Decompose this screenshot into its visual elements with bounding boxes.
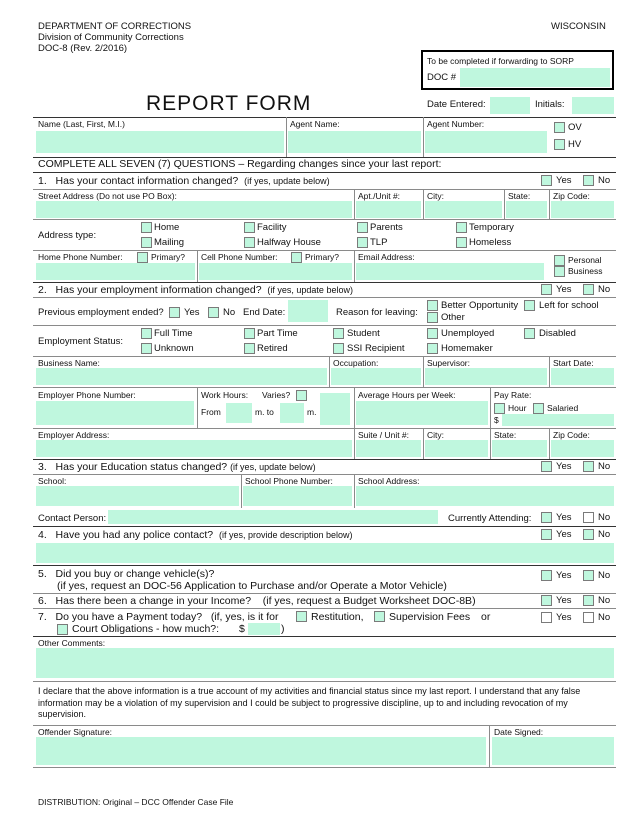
employer-zip-label: Zip Code: — [553, 430, 590, 440]
restitution-checkbox[interactable] — [296, 611, 307, 622]
end-date-field[interactable] — [288, 300, 328, 322]
doc-number-field[interactable] — [460, 68, 610, 87]
unemployed-checkbox[interactable] — [427, 328, 438, 339]
date-entered-label: Date Entered: — [427, 99, 486, 110]
other-reason-label: Other — [441, 312, 465, 323]
name-label: Name (Last, First, M.I.) — [38, 119, 125, 129]
court-obligations-checkbox[interactable] — [57, 624, 68, 635]
distribution-note: DISTRIBUTION: Original – DCC Offender Case File — [38, 797, 234, 807]
initials-label: Initials: — [535, 99, 565, 110]
employment-status-label: Employment Status: — [38, 336, 124, 347]
occupation-field[interactable] — [331, 368, 421, 385]
part-time-label: Part Time — [257, 328, 298, 339]
suite-unit-field[interactable] — [356, 440, 421, 457]
initials-field[interactable] — [572, 97, 614, 114]
q7-no-checkbox[interactable] — [583, 612, 594, 623]
department-name: DEPARTMENT OF CORRECTIONS — [38, 21, 192, 32]
varies-checkbox[interactable] — [296, 390, 307, 401]
question-5-note: (if yes, request an DOC-56 Application to Purchase and/or Operate a Motor Vehicle) — [57, 580, 447, 592]
q4-yes-label: Yes — [556, 529, 572, 540]
instructions: COMPLETE ALL SEVEN (7) QUESTIONS – Regarding changes since your last report: — [38, 158, 442, 170]
supervision-fees-checkbox[interactable] — [374, 611, 385, 622]
facility-checkbox[interactable] — [244, 222, 255, 233]
contact-person-label: Contact Person: — [38, 513, 107, 524]
school-phone-field[interactable] — [243, 486, 352, 506]
employer-state-label: State: — [494, 430, 517, 440]
attending-no-label: No — [598, 512, 611, 523]
business-name-label: Business Name: — [38, 358, 100, 368]
from-label: From — [201, 407, 221, 417]
home-label: Home — [154, 222, 180, 233]
left-for-school-checkbox[interactable] — [524, 300, 535, 311]
pay-dollar-sign: $ — [494, 415, 499, 425]
better-opportunity-checkbox[interactable] — [427, 300, 438, 311]
halfway-house-checkbox[interactable] — [244, 237, 255, 248]
zip-code-field[interactable] — [551, 201, 614, 218]
attending-yes-label: Yes — [556, 512, 572, 523]
question-2: 2. Has your employment information changed? (if yes, update below) — [38, 284, 353, 296]
tlp-label: TLP — [370, 237, 388, 248]
unknown-checkbox[interactable] — [141, 343, 152, 354]
homemaker-label: Homemaker — [441, 343, 493, 354]
employer-address-field[interactable] — [36, 440, 352, 457]
supervision-fees-label: Supervision Fees — [389, 611, 471, 623]
q3-no-checkbox[interactable] — [583, 461, 594, 472]
declaration-text: I declare that the above information is a true account of my activities and financial status since my last report. I understand that any false information may be a violation of my supervision and I could be subject to progressive discipline, up to and including revocation of my supervision. — [38, 686, 581, 719]
street-address-label: Street Address (Do not use PO Box): — [38, 191, 177, 201]
personal-checkbox[interactable] — [554, 255, 565, 266]
average-hours-field[interactable] — [356, 401, 488, 425]
question-1: 1. Has your contact information changed? (if yes, update below) — [38, 175, 330, 187]
question-3: 3. Has your Education status changed? (if yes, update below) — [38, 461, 316, 473]
home-checkbox[interactable] — [141, 222, 152, 233]
hour-checkbox[interactable] — [494, 403, 505, 414]
student-checkbox[interactable] — [333, 328, 344, 339]
m-end-label: m. — [307, 407, 317, 417]
halfway-house-label: Halfway House — [257, 237, 321, 248]
ssi-recipient-label: SSI Recipient — [347, 343, 405, 354]
state-label: State: — [508, 191, 531, 201]
form-id: DOC-8 (Rev. 2/2016) — [38, 43, 128, 54]
other-comments-label: Other Comments: — [38, 638, 106, 648]
q7-yes-checkbox[interactable] — [541, 612, 552, 623]
q6-no-checkbox[interactable] — [583, 595, 594, 606]
employer-address-label: Employer Address: — [38, 430, 110, 440]
disabled-label: Disabled — [539, 328, 576, 339]
ov-checkbox[interactable] — [554, 122, 565, 133]
q7-no-label: No — [598, 612, 611, 623]
full-time-label: Full Time — [154, 328, 193, 339]
occupation-label: Occupation: — [333, 358, 379, 368]
sorp-note: To be completed if forwarding to SORP — [427, 56, 574, 66]
doc-number-label: DOC # — [427, 72, 457, 83]
offender-signature-field[interactable] — [36, 737, 486, 765]
q5-yes-label: Yes — [556, 570, 572, 581]
q3-no-label: No — [598, 461, 611, 472]
q4-no-label: No — [598, 529, 611, 540]
apt-unit-field[interactable] — [356, 201, 421, 218]
street-address-field[interactable] — [36, 201, 352, 218]
question-4: 4. Have you had any police contact? (if yes, provide description below) — [38, 529, 353, 541]
court-paren: ) — [281, 623, 285, 635]
city-field[interactable] — [425, 201, 502, 218]
q3-yes-checkbox[interactable] — [541, 461, 552, 472]
form-title: REPORT FORM — [146, 92, 312, 115]
email-field[interactable] — [356, 263, 544, 280]
q5-no-label: No — [598, 570, 611, 581]
home-phone-field[interactable] — [36, 263, 195, 280]
hours-from-field[interactable] — [226, 403, 252, 423]
q6-yes-checkbox[interactable] — [541, 595, 552, 606]
other-reason-checkbox[interactable] — [427, 312, 438, 323]
division-name: Division of Community Corrections — [38, 32, 184, 43]
reason-leaving-label: Reason for leaving: — [336, 307, 418, 318]
employer-city-label: City: — [427, 430, 444, 440]
question-7: 7. Do you have a Payment today? (if, yes, is it for — [38, 611, 279, 623]
school-address-field[interactable] — [356, 486, 614, 506]
apt-unit-label: Apt./Unit #: — [358, 191, 401, 201]
employer-phone-field[interactable] — [36, 401, 194, 425]
suite-unit-label: Suite / Unit #: — [358, 430, 410, 440]
home-phone-primary-label: Primary? — [151, 252, 186, 262]
employer-phone-label: Employer Phone Number: — [38, 390, 136, 400]
part-time-checkbox[interactable] — [244, 328, 255, 339]
q2-no-checkbox[interactable] — [583, 284, 594, 295]
date-signed-field[interactable] — [492, 737, 614, 765]
q4-no-checkbox[interactable] — [583, 529, 594, 540]
employer-zip-field[interactable] — [551, 440, 614, 457]
mailing-label: Mailing — [154, 237, 185, 248]
currently-attending-label: Currently Attending: — [448, 513, 532, 524]
agent-name-label: Agent Name: — [290, 119, 340, 129]
court-amount-field[interactable] — [248, 623, 280, 635]
name-field[interactable] — [36, 131, 284, 153]
question-5: 5. Did you buy or change vehicle(s)? — [38, 568, 215, 580]
facility-label: Facility — [257, 222, 287, 233]
supervisor-label: Supervisor: — [427, 358, 470, 368]
ssi-recipient-checkbox[interactable] — [333, 343, 344, 354]
m-to-label: m. to — [255, 407, 274, 417]
salaried-checkbox[interactable] — [533, 403, 544, 414]
q5-no-checkbox[interactable] — [583, 570, 594, 581]
hours-extra-field[interactable] — [320, 393, 350, 425]
retired-label: Retired — [257, 343, 288, 354]
full-time-checkbox[interactable] — [141, 328, 152, 339]
q1-no-label: No — [598, 175, 611, 186]
q4-yes-checkbox[interactable] — [541, 529, 552, 540]
mailing-checkbox[interactable] — [141, 237, 152, 248]
q3-yes-label: Yes — [556, 461, 572, 472]
average-hours-label: Average Hours per Week: — [358, 390, 456, 400]
home-phone-label: Home Phone Number: — [38, 252, 123, 262]
pay-rate-field[interactable] — [502, 414, 614, 426]
end-date-label: End Date: — [243, 307, 286, 318]
agent-number-field[interactable] — [425, 131, 547, 153]
other-comments-field[interactable] — [36, 648, 614, 678]
work-hours-label: Work Hours: — [201, 390, 249, 400]
business-name-field[interactable] — [36, 368, 327, 385]
q2-yes-label: Yes — [556, 284, 572, 295]
student-label: Student — [347, 328, 380, 339]
cell-phone-field[interactable] — [199, 263, 352, 280]
address-type-label: Address type: — [38, 230, 97, 241]
or-label: or — [481, 611, 491, 623]
pay-rate-label: Pay Rate: — [494, 390, 532, 400]
school-phone-label: School Phone Number: — [245, 476, 333, 486]
city-label: City: — [427, 191, 444, 201]
home-phone-primary-checkbox[interactable] — [137, 252, 148, 263]
date-entered-field[interactable] — [490, 97, 530, 114]
business-checkbox[interactable] — [554, 266, 565, 277]
school-field[interactable] — [36, 486, 239, 506]
q2-yes-checkbox[interactable] — [541, 284, 552, 295]
homeless-checkbox[interactable] — [456, 237, 467, 248]
left-for-school-label: Left for school — [539, 300, 599, 311]
restitution-label: Restitution, — [311, 611, 364, 623]
unknown-label: Unknown — [154, 343, 194, 354]
prev-emp-yes-label: Yes — [184, 307, 200, 318]
retired-checkbox[interactable] — [244, 343, 255, 354]
parents-label: Parents — [370, 222, 403, 233]
attending-no-checkbox[interactable] — [583, 512, 594, 523]
temporary-label: Temporary — [469, 222, 514, 233]
state-field[interactable] — [506, 201, 547, 218]
state-label: WISCONSIN — [551, 21, 606, 32]
start-date-label: Start Date: — [553, 358, 594, 368]
attending-yes-checkbox[interactable] — [541, 512, 552, 523]
cell-phone-primary-label: Primary? — [305, 252, 340, 262]
parents-checkbox[interactable] — [357, 222, 368, 233]
question-6: 6. Has there been a change in your Income? (if yes, request a Budget Worksheet DOC-8B) — [38, 595, 476, 607]
q1-no-checkbox[interactable] — [583, 175, 594, 186]
prev-emp-no-label: No — [223, 307, 236, 318]
supervisor-field[interactable] — [425, 368, 547, 385]
date-signed-label: Date Signed: — [494, 727, 544, 737]
hv-checkbox[interactable] — [554, 139, 565, 150]
payment-dollar-sign: $ — [239, 623, 245, 635]
homemaker-checkbox[interactable] — [427, 343, 438, 354]
email-label: Email Address: — [358, 252, 415, 262]
school-label: School: — [38, 476, 67, 486]
agent-number-label: Agent Number: — [427, 119, 485, 129]
q1-yes-checkbox[interactable] — [541, 175, 552, 186]
disabled-checkbox[interactable] — [524, 328, 535, 339]
hour-label: Hour — [508, 403, 527, 413]
zip-code-label: Zip Code: — [553, 191, 590, 201]
cell-phone-primary-checkbox[interactable] — [291, 252, 302, 263]
q6-yes-label: Yes — [556, 595, 572, 606]
prev-emp-yes-checkbox[interactable] — [169, 307, 180, 318]
varies-label: Varies? — [262, 390, 291, 400]
school-address-label: School Address: — [358, 476, 420, 486]
homeless-label: Homeless — [469, 237, 512, 248]
q6-no-label: No — [598, 595, 611, 606]
employer-state-field[interactable] — [492, 440, 547, 457]
salaried-label: Salaried — [547, 403, 579, 413]
ov-label: OV — [568, 122, 582, 133]
hv-label: HV — [568, 139, 582, 150]
tlp-checkbox[interactable] — [357, 237, 368, 248]
q5-yes-checkbox[interactable] — [541, 570, 552, 581]
business-label: Business — [568, 266, 603, 276]
employer-city-field[interactable] — [425, 440, 488, 457]
agent-name-field[interactable] — [288, 131, 421, 153]
temporary-checkbox[interactable] — [456, 222, 467, 233]
court-obligations-label: Court Obligations - how much?: — [72, 623, 220, 635]
q2-no-label: No — [598, 284, 611, 295]
contact-person-field[interactable] — [108, 510, 438, 524]
q7-yes-label: Yes — [556, 612, 572, 623]
hours-to-field[interactable] — [280, 403, 304, 423]
previous-employment-label: Previous employment ended? — [38, 307, 164, 318]
unemployed-label: Unemployed — [441, 328, 495, 339]
cell-phone-label: Cell Phone Number: — [201, 252, 278, 262]
personal-label: Personal — [568, 255, 602, 265]
better-opportunity-label: Better Opportunity — [441, 300, 519, 311]
prev-emp-no-checkbox[interactable] — [208, 307, 219, 318]
start-date-field[interactable] — [551, 368, 614, 385]
offender-signature-label: Offender Signature: — [38, 727, 113, 737]
police-contact-description-field[interactable] — [36, 543, 614, 563]
q1-yes-label: Yes — [556, 175, 572, 186]
